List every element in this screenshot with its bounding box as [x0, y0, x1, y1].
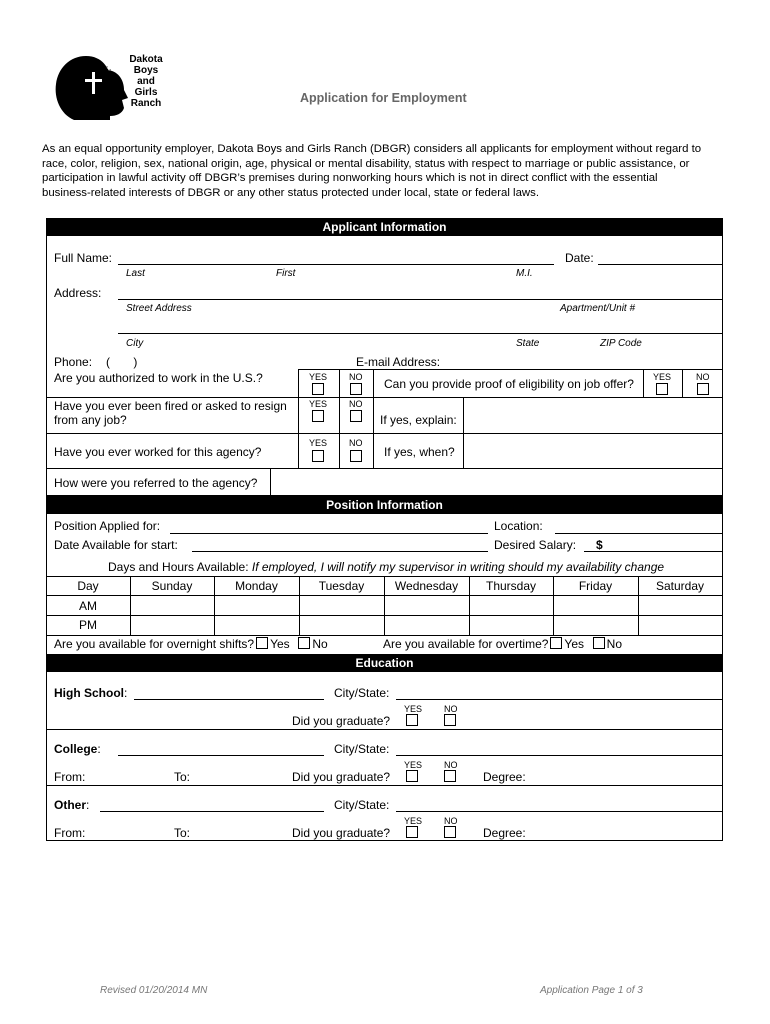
authorized-no-label: NO	[349, 372, 363, 382]
fired-question	[54, 399, 287, 427]
intro-line: race, color, religion, sex, national origin, age, physical or mental disability, status with respect to marriage or public assistance, or	[42, 157, 690, 170]
footer-page: Application Page 1 of 3	[540, 985, 643, 996]
date-available-field[interactable]	[192, 551, 488, 552]
day-header-day: Day	[77, 579, 99, 593]
college-from-label: From:	[54, 770, 86, 784]
full-name-field[interactable]	[118, 264, 554, 265]
proof-no-label: NO	[696, 372, 710, 382]
authorized-question: Are you authorized to work in the U.S.?	[54, 371, 263, 385]
intro-line: business-related interests of DBGR or any other status protected under local, state or federal laws.	[42, 186, 540, 199]
frame-right	[722, 218, 723, 840]
street-field[interactable]	[118, 299, 722, 300]
college-colon: :	[97, 742, 101, 756]
proof-yes-checkbox[interactable]	[656, 383, 668, 395]
worked-yes-label: YES	[309, 438, 328, 448]
phone-area[interactable]: ( )	[106, 355, 138, 369]
other-city-state-label: City/State:	[334, 798, 390, 812]
city-field[interactable]	[118, 333, 722, 334]
explain-field[interactable]	[465, 399, 721, 431]
authorized-no-checkbox[interactable]	[350, 383, 362, 395]
overnight-yes-label: Yes	[270, 637, 290, 651]
authorized-yes-checkbox[interactable]	[312, 383, 324, 395]
q3-bottom-line	[46, 468, 723, 469]
high-school-title: High School	[54, 686, 124, 700]
salary-label: Desired Salary:	[494, 538, 577, 552]
day-header-saturday: Saturday	[655, 579, 705, 593]
college-no-label: NO	[444, 760, 458, 770]
college-graduate-no-checkbox[interactable]	[444, 770, 456, 782]
other-from-label: From:	[54, 826, 86, 840]
explain-label: If yes, explain:	[380, 413, 457, 427]
apt-caption: Apartment/Unit #	[560, 303, 636, 314]
hours-note: If employed, I will notify my supervisor in writing should my availability change	[251, 560, 665, 574]
page-title: Application for Employment	[300, 91, 467, 105]
position-applied-field[interactable]	[170, 533, 488, 534]
logo-word-1: Dakota	[129, 54, 163, 65]
overtime-question	[383, 637, 622, 651]
overtime-yes-checkbox[interactable]	[550, 637, 562, 649]
hs-city-state-field[interactable]	[396, 699, 722, 700]
q-col-5	[643, 369, 644, 397]
day-header-monday: Monday	[235, 579, 278, 593]
hs-yes-label: YES	[404, 704, 423, 714]
frame-bottom	[46, 840, 723, 841]
frame-left	[46, 218, 47, 840]
fired-no-checkbox[interactable]	[350, 410, 362, 422]
proof-yes-label: YES	[653, 372, 672, 382]
date-field[interactable]	[598, 264, 722, 265]
other-graduate-yes-checkbox[interactable]	[406, 826, 418, 838]
date-label: Date:	[565, 251, 594, 265]
q-col-1	[298, 369, 299, 468]
other-degree-label: Degree:	[483, 826, 526, 840]
day-header-sunday: Sunday	[151, 579, 193, 593]
other-colon: :	[86, 798, 90, 812]
fired-yes-label: YES	[309, 399, 328, 409]
overtime-label: Are you available for overtime?	[383, 637, 549, 651]
q-col-ref	[270, 468, 271, 495]
last-caption: Last	[126, 268, 145, 279]
q-col-3	[373, 369, 374, 468]
high-school-label	[54, 686, 127, 700]
proof-question: Can you provide proof of eligibility on job offer?	[384, 377, 634, 391]
state-caption: State	[516, 338, 540, 349]
day-header-wednesday: Wednesday	[394, 579, 459, 593]
city-caption: City	[126, 338, 144, 349]
high-school-colon: :	[124, 686, 128, 700]
overtime-no-label: No	[606, 637, 623, 651]
logo-word-2: Boys	[133, 65, 159, 76]
hs-graduate-label: Did you graduate?	[292, 714, 391, 728]
hs-no-label: NO	[444, 704, 458, 714]
applicant-header: Applicant Information	[46, 218, 723, 236]
day-header-thursday: Thursday	[485, 579, 537, 593]
zip-caption: ZIP Code	[600, 338, 642, 349]
authorized-yes-label: YES	[309, 372, 328, 382]
proof-no-checkbox[interactable]	[697, 383, 709, 395]
fired-yes-checkbox[interactable]	[312, 410, 324, 422]
logo-word-5: Ranch	[130, 98, 162, 109]
full-name-label: Full Name:	[54, 251, 113, 265]
day-header-friday: Friday	[578, 579, 613, 593]
q-col-2	[339, 369, 340, 468]
hs-city-state-label: City/State:	[334, 686, 390, 700]
high-school-field[interactable]	[134, 699, 324, 700]
overtime-yes-label: Yes	[564, 637, 584, 651]
overnight-yes-checkbox[interactable]	[256, 637, 268, 649]
q-col-6	[682, 369, 683, 397]
position-applied-label: Position Applied for:	[54, 519, 161, 533]
hours-label: Days and Hours Available:	[108, 560, 249, 574]
college-divider	[46, 785, 723, 786]
overnight-label: Are you available for overnight shifts?	[54, 637, 255, 651]
salary-dollar: $	[596, 538, 603, 552]
day-header-tuesday: Tuesday	[318, 579, 365, 593]
logo	[52, 50, 170, 122]
other-title: Other	[54, 798, 87, 812]
college-field[interactable]	[118, 755, 324, 756]
overnight-no-label: No	[312, 637, 328, 651]
other-graduate-no-checkbox[interactable]	[444, 826, 456, 838]
other-graduate-label: Did you graduate?	[292, 826, 391, 840]
overnight-question	[54, 637, 328, 651]
am-row-label: AM	[79, 599, 97, 613]
footer-revised: Revised 01/20/2014 MN	[100, 985, 208, 996]
hs-graduate-no-checkbox[interactable]	[444, 714, 456, 726]
q-top-line	[298, 369, 722, 370]
college-title: College	[54, 742, 98, 756]
intro-paragraph	[42, 142, 742, 200]
worked-yes-checkbox[interactable]	[312, 450, 324, 462]
other-yes-label: YES	[404, 816, 423, 826]
worked-question: Have you ever worked for this agency?	[54, 445, 262, 459]
q2-bottom-line	[46, 433, 723, 434]
address-label: Address:	[54, 286, 102, 300]
fired-question-line: Have you ever been fired or asked to resign	[54, 399, 287, 413]
college-graduate-yes-checkbox[interactable]	[406, 770, 418, 782]
other-field[interactable]	[100, 811, 324, 812]
first-caption: First	[276, 268, 296, 279]
education-header: Education	[46, 654, 723, 672]
date-available-label: Date Available for start:	[54, 538, 178, 552]
email-label: E-mail Address:	[356, 355, 441, 369]
college-to-label: To:	[174, 770, 191, 784]
hours-available	[108, 560, 664, 574]
fired-question-line: from any job?	[54, 413, 127, 427]
referred-field[interactable]	[272, 470, 721, 494]
mi-caption: M.I.	[516, 268, 533, 279]
days-grid-row3	[46, 635, 723, 636]
other-no-label: NO	[444, 816, 458, 826]
worked-no-checkbox[interactable]	[350, 450, 362, 462]
intro-line: As an equal opportunity employer, Dakota Boys and Girls Ranch (DBGR) considers all applicants for employment without regard to	[42, 143, 702, 155]
overtime-no-checkbox[interactable]	[593, 637, 605, 649]
other-to-label: To:	[174, 826, 191, 840]
college-graduate-label: Did you graduate?	[292, 770, 391, 784]
other-city-state-field[interactable]	[396, 811, 722, 812]
college-city-state-label: City/State:	[334, 742, 390, 756]
other-label	[54, 798, 89, 812]
overnight-no-checkbox[interactable]	[298, 637, 310, 649]
phone-label: Phone:	[54, 355, 93, 369]
when-label: If yes, when?	[384, 445, 455, 459]
pm-row-label: PM	[79, 618, 97, 632]
college-yes-label: YES	[404, 760, 423, 770]
q-col-4	[463, 397, 464, 468]
intro-line: participation in lawful activity off DBGR’s premises during nonworking hours which is not in direct conflict with the essential	[42, 172, 658, 184]
street-caption: Street Address	[126, 303, 192, 314]
college-degree-label: Degree:	[483, 770, 526, 784]
fired-no-label: NO	[349, 399, 363, 409]
location-field[interactable]	[555, 533, 722, 534]
salary-field[interactable]	[584, 551, 722, 552]
location-label: Location:	[494, 519, 543, 533]
position-header: Position Information	[46, 496, 723, 514]
worked-no-label: NO	[349, 438, 363, 448]
logo-word-3: and	[137, 76, 155, 87]
hs-graduate-yes-checkbox[interactable]	[406, 714, 418, 726]
logo-word-4: Girls	[134, 87, 158, 98]
referred-question: How were you referred to the agency?	[54, 476, 258, 490]
college-label	[54, 742, 101, 756]
college-city-state-field[interactable]	[396, 755, 722, 756]
when-field[interactable]	[465, 435, 721, 467]
hs-divider	[46, 729, 723, 730]
q1-bottom-line	[46, 397, 723, 398]
